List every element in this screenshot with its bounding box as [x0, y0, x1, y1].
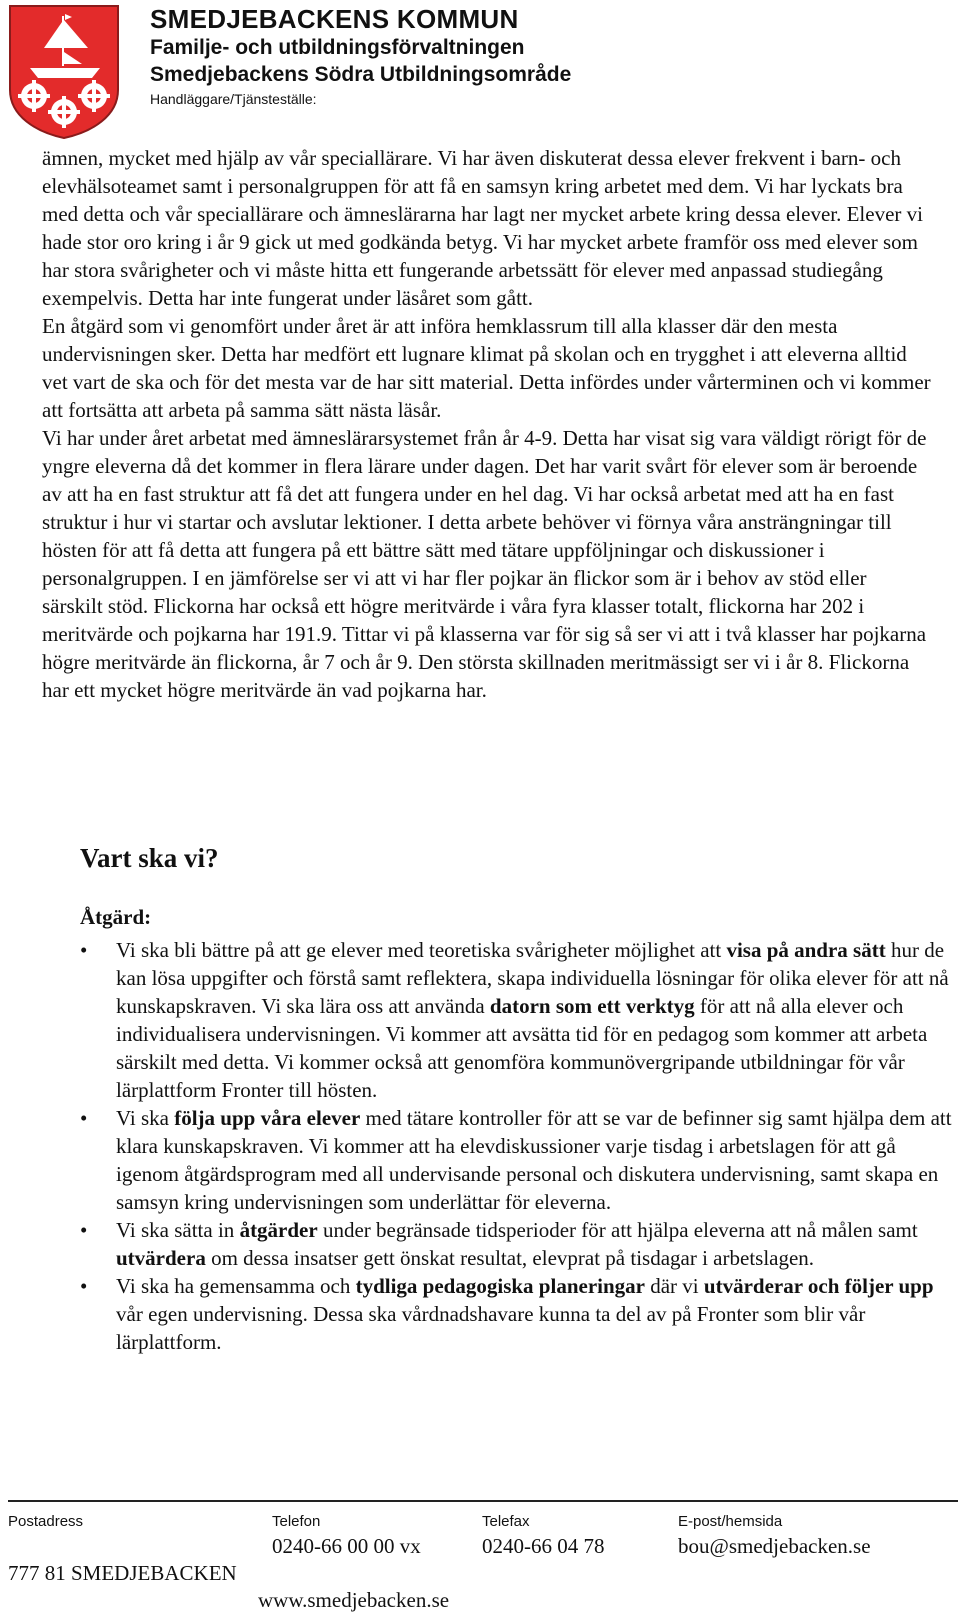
footer-divider — [8, 1500, 958, 1502]
website-link[interactable]: www.smedjebacken.se — [258, 1588, 450, 1612]
area-name: Smedjebackens Södra Utbildningsområde — [150, 63, 572, 86]
fax-value: 0240-66 04 78 — [482, 1534, 605, 1558]
phone-value: 0240-66 00 00 vx — [272, 1534, 421, 1558]
handler-label: Handläggare/Tjänsteställe: — [150, 91, 317, 107]
paragraph: ämnen, mycket med hjälp av vår speciallärare. Vi har även diskuterat dessa elever frekvent i barn- och elevhälsoteamet samt i personalgruppen för att få en samsyn kring arbetet med dem. Vi har lyckats bra med detta och vår speciallärare och ämneslärarna har lagt ner mycket arbete kring dessa elever. Elever vi hade stor oro kring i år 9 gick ut med godkända betyg. Vi har mycket arbete framför oss med elever som har stora svårigheter och vi måste hitta ett fungerande arbetssätt för elever med anpassad studiegång exempelvis. Detta har inte fungerat under läsåret som gått. — [42, 146, 923, 310]
paragraph: Vi har under året arbetat med ämneslärarsystemet från år 4-9. Detta har visat sig vara väldigt rörigt för de yngre eleverna då det kommer in flera lärare under dagen. Det har varit svårt för elever som är beroende av att ha en fast struktur att få det att fungera under en hel dag. Vi har också arbetat med att ha en fast struktur i hur vi startar och avslutar lektioner. I detta arbete behöver vi förnya våra ansträngningar till hösten för att få detta att fungera på ett bättre sätt med tätare uppföljningar och diskussioner i personalgruppen. I en jämförelse ser vi att vi har fler pojkar än flickor som är i behov av stöd eller särskilt stöd. Flickorna har också ett högre meritvärde i våra fyra klasser totalt, flickorna har 202 i meritvärde och pojkarna har 191.9. Tittar vi på klasserna var för sig så ser vi att i två klasser har pojkarna högre meritvärde än flickorna, år 7 och år 9. Den största skillnaden meritmässigt ser vi i år 8. Flickorna har ett mycket högre meritvärde än vad pojkarna har. — [42, 426, 927, 702]
action-list — [80, 936, 960, 1356]
list-item: • Vi ska ha gemensamma och tydliga pedagogiska planeringar där vi utvärderar och följer upp vår egen undervisning. Dessa ska vårdnadshavare kunna ta del av på Fronter som blir vår lärplattform. — [80, 1274, 934, 1354]
postal-label: Postadress — [8, 1513, 84, 1530]
body-text — [42, 144, 932, 704]
bullet-icon: • — [80, 1274, 88, 1298]
list-item: • Vi ska följa upp våra elever med tätare kontroller för att se var de befinner sig samt hjälpa dem att klara kunskapskraven. Vi kommer att ha elevdiskussioner varje tisdag i arbetslagen för att gå igenom åtgärdsprogram med all undervisande personal och diskutera undervisning, samt skapa en samsyn kring undervisningen som underlättar för eleverna. — [80, 1106, 952, 1214]
section-heading: Vart ska vi? — [80, 843, 219, 873]
bullet-icon: • — [80, 1106, 88, 1130]
municipality-name: SMEDJEBACKENS KOMMUN — [150, 4, 519, 34]
fax-label: Telefax — [482, 1513, 530, 1530]
email-value[interactable]: bou@smedjebacken.se — [678, 1534, 871, 1558]
list-item: • Vi ska bli bättre på att ge elever med teoretiska svårigheter möjlighet att visa på andra sätt hur de kan lösa uppgifter och förstå samt reflektera, skapa individuella lösningar för olika elever för att nå kunskapskraven. Vi ska lära oss att använda datorn som ett verktyg för att nå alla elever och individualisera undervisningen. Vi kommer att avsätta tid för en pedagog som kommer att arbeta särskilt med detta. Vi kommer också att genomföra kommunövergripande utbildningar för vår lärplattform Fronter till hösten. — [80, 938, 949, 1102]
department-name: Familje- och utbildningsförvaltningen — [150, 36, 525, 59]
subheading: Åtgärd: — [80, 905, 152, 929]
postal-value: 777 81 SMEDJEBACKEN — [8, 1561, 237, 1585]
letterhead — [150, 4, 571, 109]
bullet-icon: • — [80, 938, 88, 962]
paragraph: En åtgärd som vi genomfört under året är att införa hemklassrum till alla klasser där den mesta undervisningen sker. Detta har medfört ett lugnare klimat på skolan och en trygghet i att eleverna alltid vet vart de ska och för det mesta var de har sitt material. Detta infördes under vårterminen och vi kommer att fortsätta att arbeta på samma sätt nästa läsår. — [42, 314, 931, 422]
bullet-icon: • — [80, 1218, 88, 1242]
email-label: E-post/hemsida — [678, 1513, 783, 1530]
list-item: • Vi ska sätta in åtgärder under begränsade tidsperioder för att hjälpa eleverna att nå målen samt utvärdera om dessa insatser gett önskat resultat, elevprat på tisdagar i arbetslagen. — [80, 1218, 918, 1270]
municipal-crest-icon — [8, 4, 120, 140]
phone-label: Telefon — [272, 1513, 321, 1530]
